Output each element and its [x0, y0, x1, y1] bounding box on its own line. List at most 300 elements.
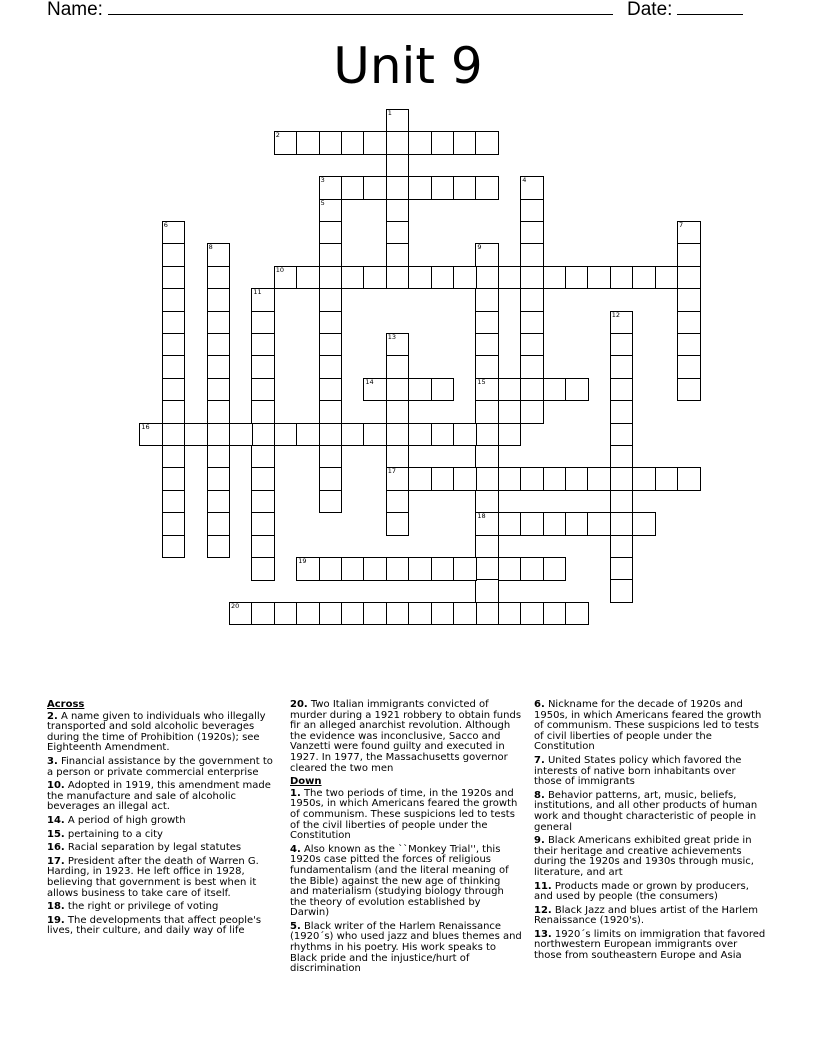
grid-cell[interactable]: [386, 378, 410, 402]
grid-cell[interactable]: [475, 378, 499, 402]
grid-cell[interactable]: [408, 266, 432, 290]
clue-number: 8.: [534, 789, 545, 801]
grid-cell[interactable]: [587, 512, 611, 536]
grid-cell[interactable]: [475, 176, 499, 200]
clue-number: 11.: [534, 880, 552, 892]
grid-cell[interactable]: [453, 602, 477, 626]
grid-cell[interactable]: [565, 378, 589, 402]
grid-cell[interactable]: [408, 378, 432, 402]
grid-cell[interactable]: [610, 378, 634, 402]
clue: [47, 902, 279, 913]
grid-cell[interactable]: [543, 378, 567, 402]
grid-cell[interactable]: [632, 512, 656, 536]
grid-cell[interactable]: [677, 266, 701, 290]
clue: [47, 830, 279, 841]
grid-cell[interactable]: [207, 355, 231, 379]
grid-cell[interactable]: [431, 176, 455, 200]
grid-cell[interactable]: [386, 109, 410, 133]
grid-cell[interactable]: [251, 355, 275, 379]
clue: [534, 756, 766, 788]
grid-cell[interactable]: [587, 467, 611, 491]
clue-number: 20: [231, 601, 240, 610]
grid-cell[interactable]: [162, 378, 186, 402]
grid-cell[interactable]: [162, 512, 186, 536]
clue-number: 12: [611, 310, 621, 319]
grid-cell[interactable]: [207, 266, 231, 290]
clue-number: 7: [679, 221, 684, 229]
grid-cell[interactable]: [610, 355, 634, 379]
across-heading: Across: [47, 699, 85, 710]
clue-number: 11: [253, 288, 262, 297]
grid-cell[interactable]: [453, 266, 477, 290]
grid-cell[interactable]: [475, 311, 499, 335]
grid-cell[interactable]: [498, 467, 522, 491]
grid-cell[interactable]: [610, 490, 634, 514]
grid-cell[interactable]: [363, 602, 387, 626]
grid-cell[interactable]: [610, 467, 634, 491]
grid-cell[interactable]: [475, 400, 499, 424]
clue-text: Black Jazz and blues artist of the Harlem Renaissance (1920's).: [534, 904, 758, 927]
grid-cell[interactable]: [565, 602, 589, 626]
grid-cell[interactable]: [363, 378, 387, 402]
grid-cell[interactable]: [207, 535, 231, 559]
grid-cell[interactable]: [207, 243, 231, 267]
clue-number: 9.: [534, 835, 545, 847]
grid-cell[interactable]: [520, 400, 544, 424]
grid-cell[interactable]: [207, 490, 231, 514]
clue-text: Adopted in 1919, this amendment made the manufacture and sale of alcoholic beverages an illegal act.: [47, 780, 271, 813]
grid-cell[interactable]: [475, 445, 499, 469]
clue-number: 14.: [47, 814, 65, 826]
grid-cell[interactable]: [520, 512, 544, 536]
grid-cell[interactable]: [475, 602, 499, 626]
grid-cell[interactable]: [587, 266, 611, 290]
grid-cell[interactable]: [274, 602, 298, 626]
grid-cell[interactable]: [251, 467, 275, 491]
grid-cell[interactable]: [386, 355, 410, 379]
grid-cell[interactable]: [319, 400, 343, 424]
grid-cell[interactable]: [543, 266, 567, 290]
grid-cell[interactable]: [475, 355, 499, 379]
grid-cell[interactable]: [475, 423, 499, 447]
grid-cell[interactable]: [408, 602, 432, 626]
grid-cell[interactable]: [162, 266, 186, 290]
grid-cell[interactable]: [319, 288, 343, 312]
grid-cell[interactable]: [408, 557, 432, 581]
grid-cell[interactable]: [677, 288, 701, 312]
grid-cell[interactable]: [475, 333, 499, 357]
grid-cell[interactable]: [319, 557, 343, 581]
clue-number: 13.: [534, 928, 552, 940]
grid-cell[interactable]: [319, 311, 343, 335]
grid-cell[interactable]: [296, 602, 320, 626]
grid-cell[interactable]: [475, 243, 499, 267]
grid-cell[interactable]: [319, 423, 343, 447]
clue-number: 14: [365, 377, 374, 386]
grid-cell[interactable]: [207, 400, 231, 424]
grid-cell[interactable]: [386, 423, 410, 447]
grid-cell[interactable]: [162, 400, 186, 424]
grid-cell[interactable]: [475, 579, 499, 603]
clue-number: 8: [208, 243, 213, 252]
grid-cell[interactable]: [565, 512, 589, 536]
clue: [47, 757, 279, 778]
grid-cell[interactable]: [251, 557, 275, 581]
grid-cell[interactable]: [565, 266, 589, 290]
grid-cell[interactable]: [274, 131, 298, 155]
grid-cell[interactable]: [565, 467, 589, 491]
grid-cell[interactable]: [319, 333, 343, 357]
clue: [290, 845, 522, 919]
grid-cell[interactable]: [319, 490, 343, 514]
grid-cell[interactable]: [139, 423, 163, 447]
clue-text: President after the death of Warren G. Harding, in 1923. He left office in 1928, believing that government is best when it allows business to take care of itself.: [47, 855, 259, 899]
clue-number: 1: [387, 109, 392, 117]
clue-number: 15.: [47, 828, 65, 840]
grid-cell[interactable]: [475, 266, 499, 290]
clue-text: The two periods of time, in the 1920s and 1950s, in which Americans feared the growth of communism. These suspicions led to tests of the civil liberties of people under the Constitution: [290, 787, 518, 842]
clue-text: 1920´s limits on immigration that favored northwestern European immigrants over those from southeastern Europe and Asia: [534, 928, 766, 962]
grid-cell[interactable]: [655, 467, 679, 491]
grid-cell[interactable]: [408, 467, 432, 491]
grid-cell[interactable]: [677, 221, 701, 245]
grid-cell[interactable]: [543, 467, 567, 491]
grid-cell[interactable]: [453, 557, 477, 581]
grid-cell[interactable]: [632, 467, 656, 491]
grid-cell[interactable]: [319, 221, 343, 245]
clue-text: United States policy which favored the interests of native born inhabitants over those of immigrants: [534, 754, 742, 788]
grid-cell[interactable]: [341, 176, 365, 200]
clue-number: 15: [477, 377, 486, 386]
grid-cell[interactable]: [184, 423, 208, 447]
grid-cell[interactable]: [610, 266, 634, 290]
clue-text: Nickname for the decade of 1920s and 1950s, in which Americans feared the growth of communism. These suspicions led to tests of civil liberties of people under the Constitution: [534, 699, 762, 753]
clue-number: 20.: [290, 699, 308, 710]
clue-number: 4.: [290, 843, 301, 855]
clue-number: 3: [320, 176, 325, 185]
grid-cell[interactable]: [251, 311, 275, 335]
grid-cell[interactable]: [251, 602, 275, 626]
clue-number: 3.: [47, 755, 58, 767]
grid-cell[interactable]: [677, 378, 701, 402]
grid-cell[interactable]: [520, 243, 544, 267]
grid-cell[interactable]: [386, 333, 410, 357]
grid-cell[interactable]: [431, 131, 455, 155]
grid-cell[interactable]: [520, 199, 544, 223]
grid-cell[interactable]: [296, 423, 320, 447]
grid-cell[interactable]: [251, 512, 275, 536]
grid-cell[interactable]: [498, 378, 522, 402]
grid-cell[interactable]: [475, 131, 499, 155]
grid-cell[interactable]: [319, 467, 343, 491]
clue-number: 6.: [534, 699, 545, 710]
grid-cell[interactable]: [207, 333, 231, 357]
grid-cell[interactable]: [677, 333, 701, 357]
grid-cell[interactable]: [363, 131, 387, 155]
clue-number: 13: [387, 333, 397, 341]
clue: [290, 700, 522, 774]
grid-cell[interactable]: [207, 378, 231, 402]
clue-text: Products made or grown by producers, and used by people (the consumers): [534, 880, 749, 903]
clue-text: Also known as the ``Monkey Trial'', this 1920s case pitted the forces of religious fundamentalism (and the literal meaning of the Bible) against the new age of thinking and materialism (studying biology through the theory of evolution established by Darwin): [290, 843, 509, 919]
grid-cell[interactable]: [162, 490, 186, 514]
grid-cell[interactable]: [386, 602, 410, 626]
grid-cell[interactable]: [162, 221, 186, 245]
clue-text: Behavior patterns, art, music, beliefs, institutions, and all other products of human work and thought characteristic of people in general: [534, 789, 758, 833]
clue-number: 19: [298, 557, 307, 565]
clue-text: Racial separation by legal statutes: [64, 842, 242, 854]
clue-number: 18.: [47, 901, 65, 913]
grid-cell[interactable]: [386, 400, 410, 424]
grid-cell[interactable]: [408, 131, 432, 155]
grid-cell[interactable]: [251, 445, 275, 469]
grid-cell[interactable]: [408, 176, 432, 200]
grid-cell[interactable]: [251, 490, 275, 514]
grid-cell[interactable]: [453, 423, 477, 447]
grid-cell[interactable]: [386, 490, 410, 514]
grid-cell[interactable]: [386, 445, 410, 469]
grid-cell[interactable]: [431, 378, 455, 402]
grid-cell[interactable]: [386, 243, 410, 267]
clue-text: Black writer of the Harlem Renaissance (1920´s) who used jazz and blues themes and rhythms in his poetry. His work speaks to Black pride and the injustice/hurt of discrimination: [290, 920, 522, 975]
grid-cell[interactable]: [251, 535, 275, 559]
grid-cell[interactable]: [543, 602, 567, 626]
grid-cell[interactable]: [431, 467, 455, 491]
grid-cell[interactable]: [543, 557, 567, 581]
grid-cell[interactable]: [274, 266, 298, 290]
clue-text: Black Americans exhibited great pride in their heritage and creative achievements during the 1920s and 1930s through music, literature, and art: [534, 835, 754, 878]
grid-cell[interactable]: [498, 602, 522, 626]
clue-number: 9: [477, 243, 482, 252]
clue: [534, 836, 766, 878]
grid-cell[interactable]: [386, 221, 410, 245]
grid-cell[interactable]: [386, 176, 410, 200]
grid-cell[interactable]: [386, 467, 410, 491]
grid-cell[interactable]: [207, 512, 231, 536]
grid-cell[interactable]: [296, 557, 320, 581]
grid-cell[interactable]: [610, 333, 634, 357]
grid-cell[interactable]: [431, 602, 455, 626]
grid-cell[interactable]: [677, 311, 701, 335]
grid-cell[interactable]: [677, 243, 701, 267]
grid-cell[interactable]: [677, 355, 701, 379]
clue-number: 5.: [290, 920, 301, 932]
grid-cell[interactable]: [520, 602, 544, 626]
grid-cell[interactable]: [431, 557, 455, 581]
grid-cell[interactable]: [475, 490, 499, 514]
clue-text: Two Italian immigrants convicted of murder during a 1921 robbery to obtain funds fir an alleged anarchist revolution. Although the evidence was inconclusive, Sacco and Vanzetti were found guilty and executed in 1927. In 1977, the Massachusetts governor cleared the two men: [290, 699, 522, 774]
grid-cell[interactable]: [498, 512, 522, 536]
clue-number: 10.: [47, 780, 65, 792]
grid-cell[interactable]: [207, 288, 231, 312]
down-heading: Down: [290, 776, 322, 788]
grid-cell[interactable]: [475, 288, 499, 312]
grid-cell[interactable]: [251, 288, 275, 312]
clue-number: 18: [477, 512, 486, 521]
grid-cell[interactable]: [520, 266, 544, 290]
clue-number: 16: [141, 422, 150, 431]
clue-text: pertaining to a city: [64, 828, 163, 840]
grid-cell[interactable]: [386, 512, 410, 536]
grid-cell[interactable]: [610, 557, 634, 581]
grid-cell[interactable]: [610, 512, 634, 536]
clue-number: 10: [275, 265, 285, 274]
grid-cell[interactable]: [386, 557, 410, 581]
clue: [47, 843, 279, 854]
grid-cell[interactable]: [475, 512, 499, 536]
grid-cell[interactable]: [341, 266, 365, 290]
grid-cell[interactable]: [610, 311, 634, 335]
grid-cell[interactable]: [632, 266, 656, 290]
grid-cell[interactable]: [319, 131, 343, 155]
grid-cell[interactable]: [520, 311, 544, 335]
grid-cell[interactable]: [498, 423, 522, 447]
clue-number: 2.: [47, 710, 58, 722]
grid-cell[interactable]: [520, 557, 544, 581]
grid-cell[interactable]: [498, 557, 522, 581]
clue: [47, 816, 279, 827]
grid-cell[interactable]: [386, 199, 410, 223]
grid-cell[interactable]: [162, 423, 186, 447]
grid-cell[interactable]: [162, 467, 186, 491]
clue-number: 1.: [290, 787, 301, 799]
grid-cell[interactable]: [610, 535, 634, 559]
grid-cell[interactable]: [274, 423, 298, 447]
grid-cell[interactable]: [251, 423, 275, 447]
grid-cell[interactable]: [296, 266, 320, 290]
grid-cell[interactable]: [162, 445, 186, 469]
clue: [47, 781, 279, 813]
grid-cell[interactable]: [520, 355, 544, 379]
grid-cell[interactable]: [319, 199, 343, 223]
grid-cell[interactable]: [341, 131, 365, 155]
page-title: Unit 9: [333, 37, 483, 95]
clue: [534, 791, 766, 833]
grid-cell[interactable]: [251, 378, 275, 402]
clue-number: 17: [387, 467, 397, 476]
grid-cell[interactable]: [341, 423, 365, 447]
clue-number: 12.: [534, 904, 552, 916]
clue-text: Financial assistance by the government to a person or private commercial enterprise: [47, 755, 273, 778]
grid-cell[interactable]: [319, 266, 343, 290]
grid-cell[interactable]: [475, 467, 499, 491]
clue-number: 19.: [47, 914, 65, 926]
clue-text: A period of high growth: [64, 814, 186, 826]
grid-cell[interactable]: [475, 535, 499, 559]
clue-number: 2: [275, 131, 280, 140]
clue-number: 4: [522, 176, 527, 185]
grid-cell[interactable]: [655, 266, 679, 290]
clue: [534, 882, 766, 903]
grid-cell[interactable]: [162, 333, 186, 357]
grid-cell[interactable]: [386, 266, 410, 290]
grid-cell[interactable]: [363, 423, 387, 447]
clue-text: The developments that affect people's lives, their culture, and daily way of life: [47, 914, 262, 937]
clue-text: the right or privilege of voting: [64, 901, 219, 913]
clue: [290, 922, 522, 975]
grid-cell[interactable]: [363, 557, 387, 581]
clue-column-1: [47, 700, 279, 940]
grid-cell[interactable]: [207, 311, 231, 335]
grid-cell[interactable]: [162, 311, 186, 335]
clue: [534, 700, 766, 753]
clue-number: 17.: [47, 855, 65, 867]
grid-cell[interactable]: [251, 400, 275, 424]
grid-cell[interactable]: [162, 243, 186, 267]
clue-number: 7.: [534, 754, 545, 766]
clue-column-2: [290, 700, 522, 978]
grid-cell[interactable]: [520, 288, 544, 312]
clue: [290, 789, 522, 842]
grid-cell[interactable]: [386, 154, 410, 178]
grid-cell[interactable]: [431, 266, 455, 290]
grid-cell[interactable]: [162, 355, 186, 379]
grid-cell[interactable]: [498, 266, 522, 290]
grid-cell[interactable]: [319, 378, 343, 402]
clue: [534, 906, 766, 927]
grid-cell[interactable]: [543, 512, 567, 536]
clue-number: 6: [163, 221, 168, 229]
date-label: Date:: [627, 0, 673, 20]
clue: [534, 930, 766, 962]
clue: [47, 857, 279, 899]
grid-cell[interactable]: [229, 423, 253, 447]
name-label: Name:: [47, 0, 103, 20]
grid-cell[interactable]: [162, 535, 186, 559]
grid-cell[interactable]: [475, 557, 499, 581]
grid-cell[interactable]: [207, 445, 231, 469]
grid-cell[interactable]: [229, 602, 253, 626]
grid-cell[interactable]: [319, 176, 343, 200]
grid-cell[interactable]: [610, 423, 634, 447]
grid-cell[interactable]: [319, 445, 343, 469]
grid-cell[interactable]: [677, 467, 701, 491]
grid-cell[interactable]: [520, 176, 544, 200]
grid-cell[interactable]: [251, 333, 275, 357]
grid-cell[interactable]: [363, 176, 387, 200]
grid-cell[interactable]: [408, 423, 432, 447]
clue-text: A name given to individuals who illegally transported and sold alcoholic beverages during the time of Prohibition (1920s); see Eighteenth Amendment.: [47, 710, 266, 754]
clue-number: 5: [320, 198, 325, 207]
grid-cell[interactable]: [319, 355, 343, 379]
grid-cell[interactable]: [341, 602, 365, 626]
grid-cell[interactable]: [610, 445, 634, 469]
clue: [47, 916, 279, 937]
grid-cell[interactable]: [319, 602, 343, 626]
grid-cell[interactable]: [162, 288, 186, 312]
grid-cell[interactable]: [453, 131, 477, 155]
grid-cell[interactable]: [520, 333, 544, 357]
grid-cell[interactable]: [453, 467, 477, 491]
clue-number: 16.: [47, 842, 65, 854]
grid-cell[interactable]: [341, 557, 365, 581]
clue: [47, 712, 279, 754]
grid-cell[interactable]: [520, 378, 544, 402]
grid-cell[interactable]: [431, 423, 455, 447]
clue-column-3: [534, 700, 766, 965]
grid-cell[interactable]: [207, 467, 231, 491]
grid-cell[interactable]: [610, 579, 634, 603]
grid-cell[interactable]: [520, 467, 544, 491]
grid-cell[interactable]: [296, 131, 320, 155]
grid-cell[interactable]: [453, 176, 477, 200]
grid-cell[interactable]: [207, 423, 231, 447]
grid-cell[interactable]: [319, 243, 343, 267]
grid-cell[interactable]: [386, 131, 410, 155]
grid-cell[interactable]: [363, 266, 387, 290]
grid-cell[interactable]: [520, 221, 544, 245]
grid-cell[interactable]: [610, 400, 634, 424]
